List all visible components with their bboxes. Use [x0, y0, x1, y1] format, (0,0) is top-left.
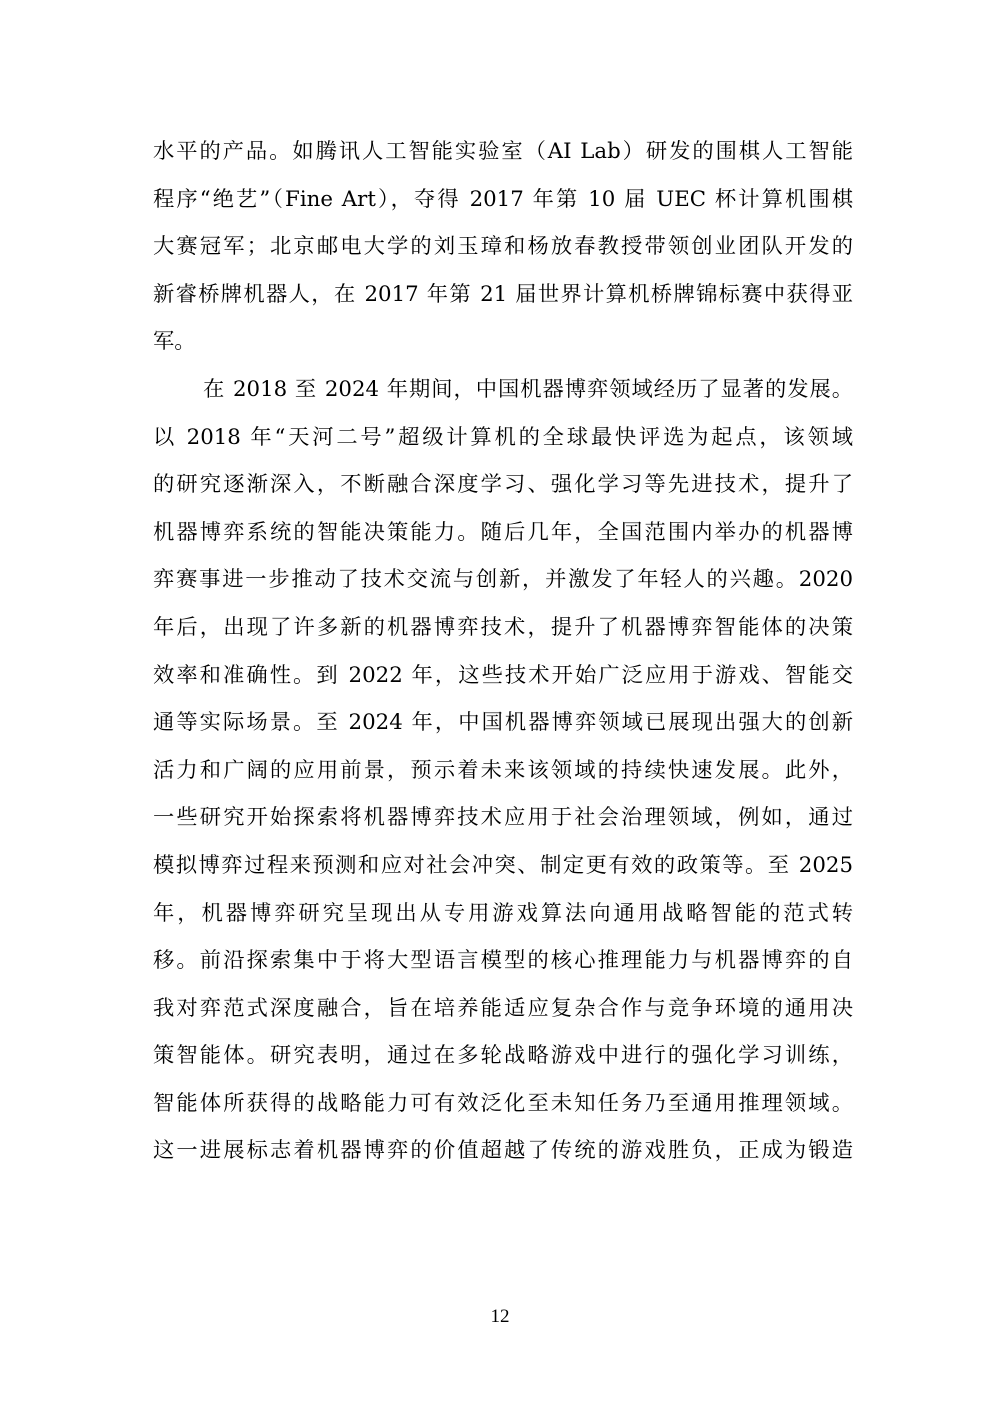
text-line: 效率和准确性。到 2022 年，这些技术开始广泛应用于游戏、智能交 — [153, 662, 853, 688]
text-line: 一些研究开始探索将机器博弈技术应用于社会治理领域，例如，通过 — [153, 805, 853, 831]
paragraph-1 — [153, 128, 853, 366]
text-line: 策智能体。研究表明，通过在多轮战略游戏中进行的强化学习训练， — [153, 1043, 853, 1069]
text-line: 机器博弈系统的智能决策能力。随后几年，全国范围内举办的机器博 — [153, 519, 853, 545]
text-line: 我对弈范式深度融合，旨在培养能适应复杂合作与竞争环境的通用决 — [153, 995, 853, 1021]
text-line: 水平的产品。如腾讯人工智能实验室（AI Lab）研发的围棋人工智能 — [153, 139, 853, 164]
paragraph-2 — [153, 366, 853, 1175]
document-body — [153, 128, 853, 1175]
text-line: 大赛冠军；北京邮电大学的刘玉璋和杨放春教授带领创业团队开发的 — [153, 234, 853, 260]
text-line: 的研究逐渐深入，不断融合深度学习、强化学习等先进技术，提升了 — [153, 472, 853, 498]
text-line: 通等实际场景。至 2024 年，中国机器博弈领域已展现出强大的创新 — [153, 710, 853, 736]
text-line: 军。 — [153, 329, 196, 355]
text-line: 活力和广阔的应用前景，预示着未来该领域的持续快速发展。此外， — [153, 757, 853, 783]
text-line: 智能体所获得的战略能力可有效泛化至未知任务乃至通用推理领域。 — [153, 1090, 853, 1116]
text-line: 以 2018 年“天河二号”超级计算机的全球最快评选为起点，该领域 — [153, 424, 853, 450]
text-line: 弈赛事进一步推动了技术交流与创新，并激发了年轻人的兴趣。2020 — [153, 567, 853, 593]
text-line: 新睿桥牌机器人，在 2017 年第 21 届世界计算机桥牌锦标赛中获得亚 — [153, 281, 853, 307]
text-line: 在 2018 至 2024 年期间，中国机器博弈领域经历了显著的发展。 — [203, 376, 853, 402]
text-line: 移。前沿探索集中于将大型语言模型的核心推理能力与机器博弈的自 — [153, 948, 853, 974]
text-line: 模拟博弈过程来预测和应对社会冲突、制定更有效的政策等。至 2025 — [153, 852, 853, 878]
text-line: 年，机器博弈研究呈现出从专用游戏算法向通用战略智能的范式转 — [153, 900, 853, 926]
page-number: 12 — [490, 1306, 510, 1327]
text-line: 这一进展标志着机器博弈的价值超越了传统的游戏胜负，正成为锻造 — [153, 1138, 853, 1164]
text-line: 年后，出现了许多新的机器博弈技术，提升了机器博弈智能体的决策 — [153, 614, 853, 640]
text-line: 程序“绝艺”（Fine Art），夺得 2017 年第 10 届 UEC 杯计算机围棋 — [153, 186, 853, 212]
